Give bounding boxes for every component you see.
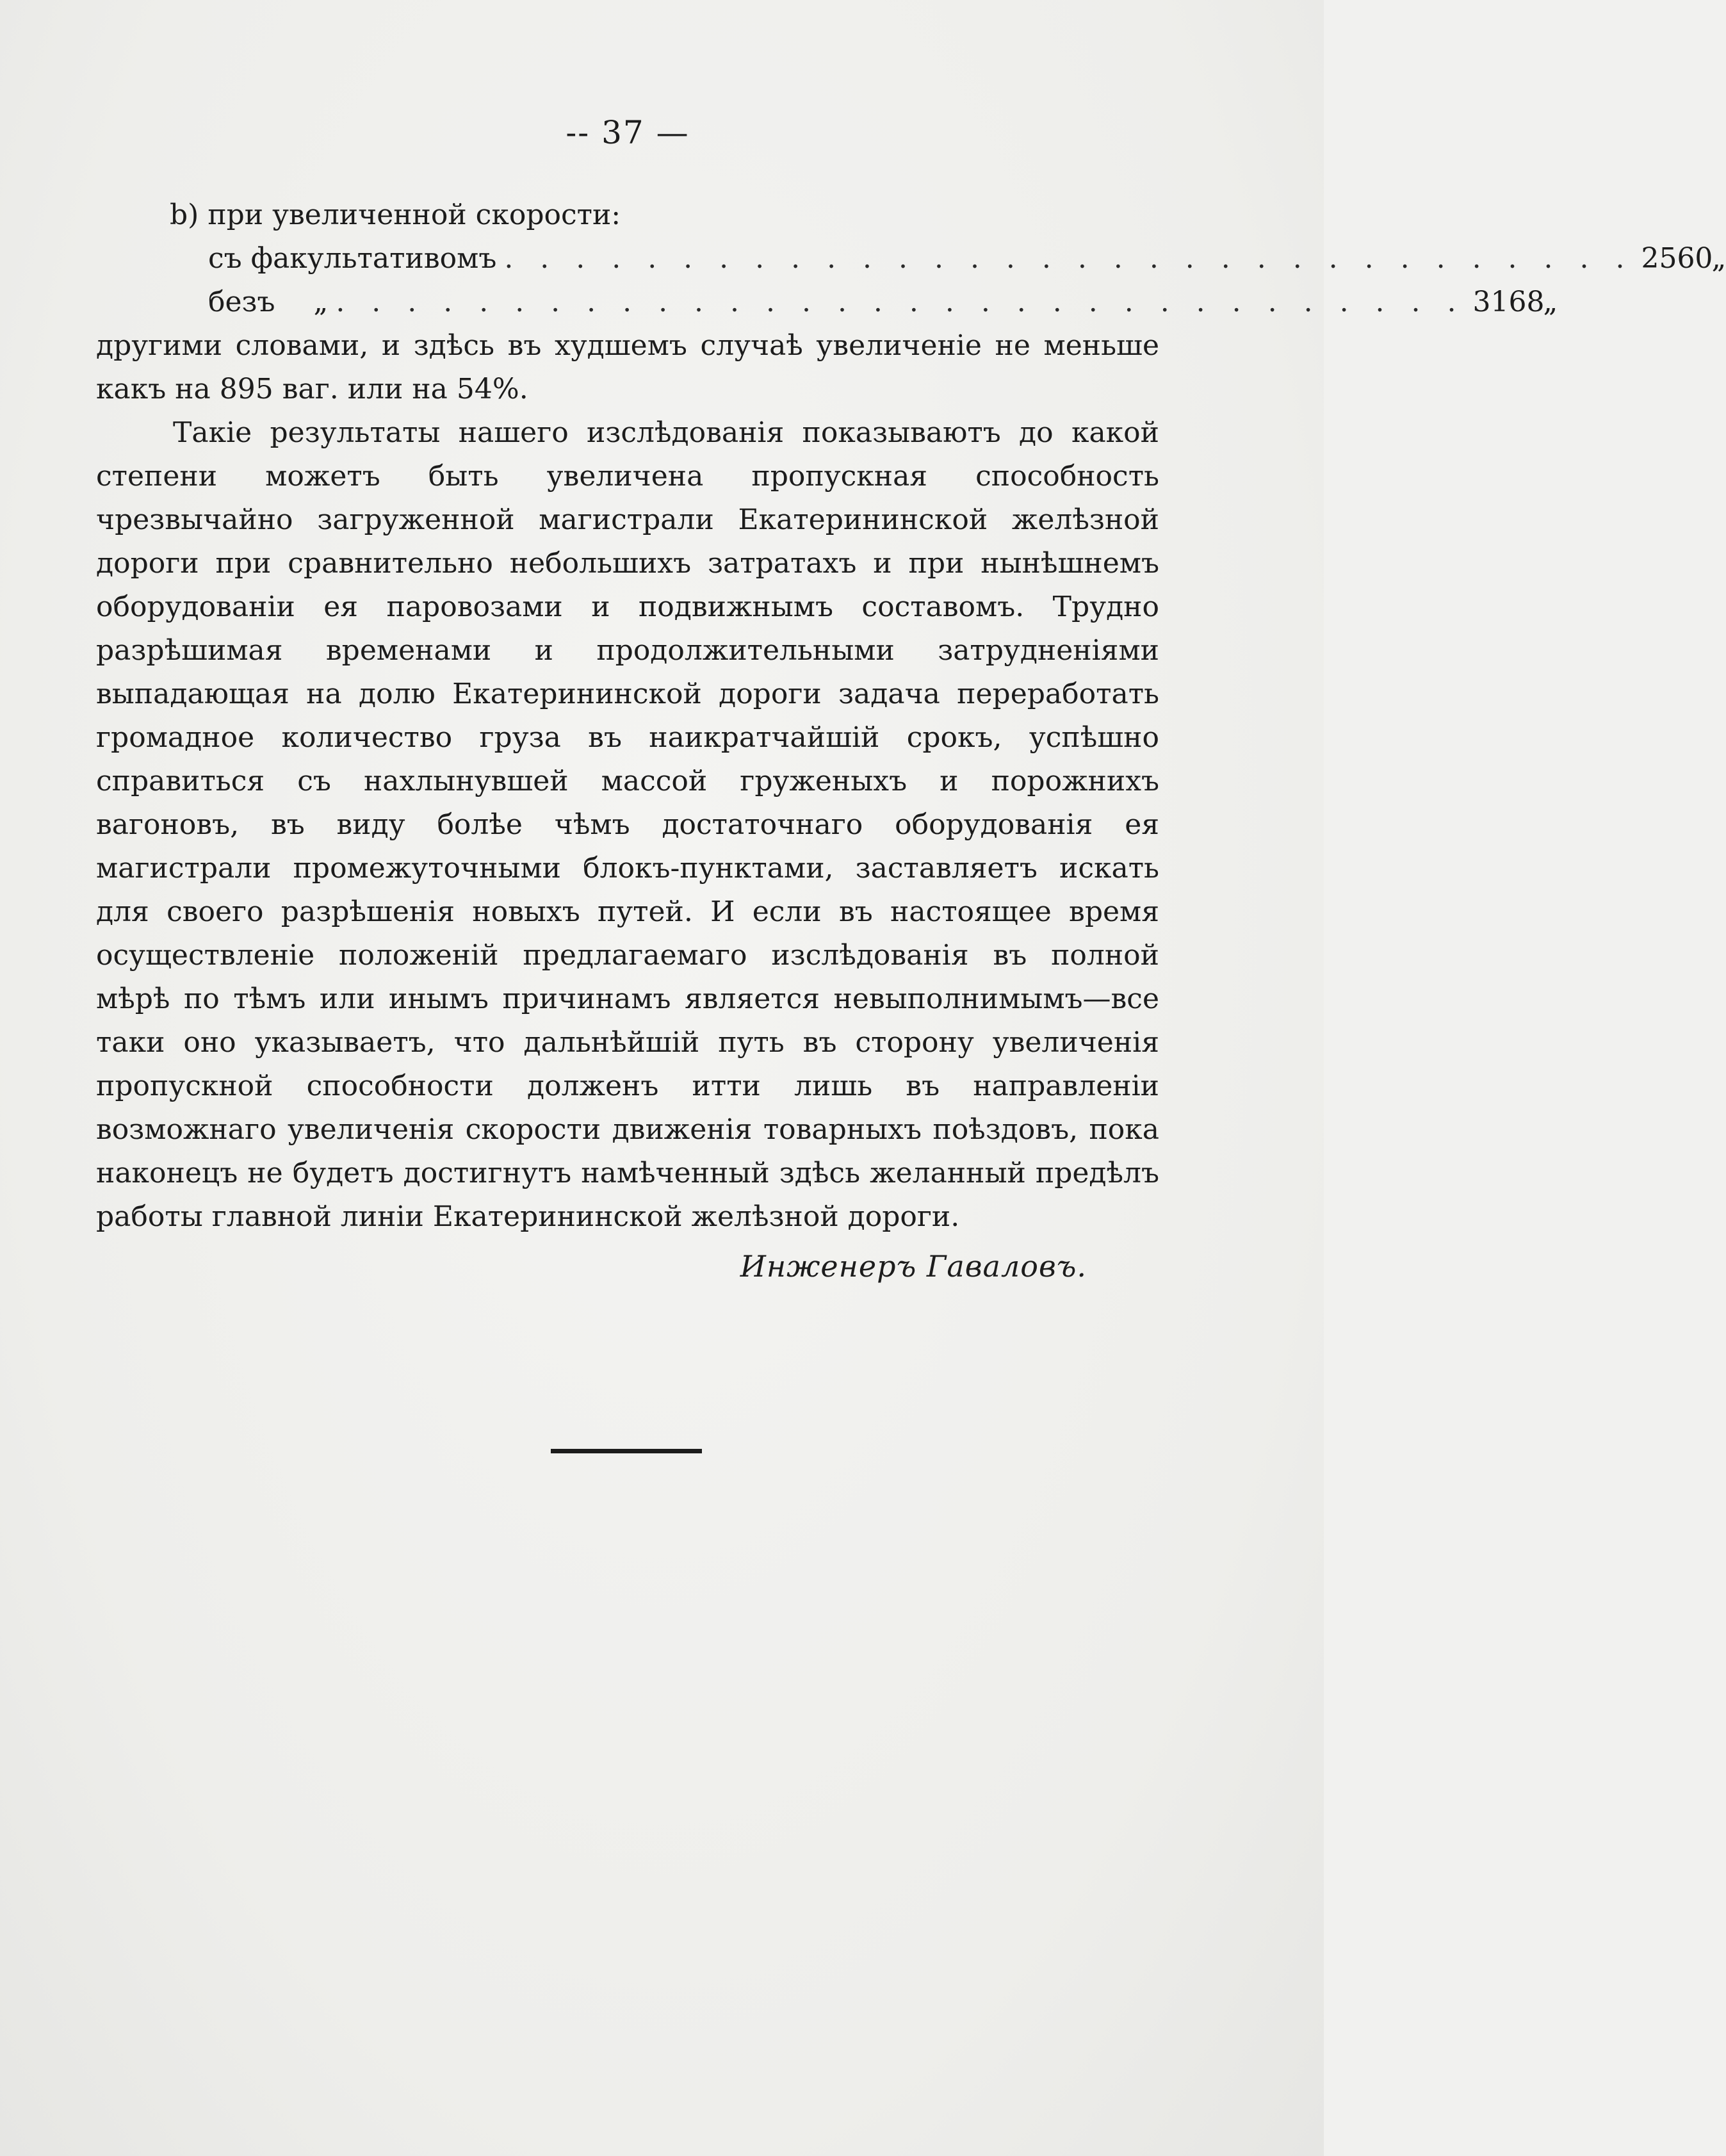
table-row bbox=[208, 281, 1558, 324]
row-value: 2560 bbox=[1641, 242, 1713, 275]
row-label: съ факультативомъ bbox=[208, 242, 497, 275]
row-unit-ditto: „ bbox=[1543, 286, 1558, 318]
row-unit-ditto: „ bbox=[1711, 242, 1726, 275]
signature: Инженеръ Гаваловъ. bbox=[740, 1249, 1087, 1284]
paragraph-conclusion: другими словами, и здѣсь въ худшемъ случаѣ увеличеніе не меньше какъ на 895 ваг. или на 54%. bbox=[96, 329, 1159, 405]
page-number: -- 37 — bbox=[566, 114, 690, 151]
row-label-ditto: „ bbox=[313, 286, 329, 318]
section-end-rule bbox=[551, 1449, 702, 1453]
item-b-heading: b) при увеличенной скорости: bbox=[170, 199, 621, 231]
row-label: безъ bbox=[208, 286, 275, 318]
dot-leader: . . . . . . . . . . . . . . . . . . . . . . . . . . . . . . . . bbox=[504, 242, 1634, 275]
row-value: 3168 bbox=[1472, 286, 1545, 318]
table-row bbox=[208, 237, 1726, 281]
dot-leader: . . . . . . . . . . . . . . . . . . . . . . . . . . . . . . . . bbox=[336, 286, 1465, 318]
paragraph-main: Такіе результаты нашего изслѣдованія показываютъ до какой степени можетъ быть увеличена пропускная способность чрезвычайно загруженной магистрали Екатерининской желѣзной дороги при сравнительно небольшихъ затратахъ и при нынѣшнемъ оборудованіи ея паровозами и подвижнымъ составомъ. Трудно разрѣшимая временами и продолжительными затрудненіями выпадающая на долю Екатерининской дороги задача переработать громадное количество груза въ наикратчайшій срокъ, успѣшно справиться съ нахлынувшей массой груженыхъ и порожнихъ вагоновъ, въ виду болѣе чѣмъ достаточнаго оборудованія ея магистрали промежуточными блокъ-пунктами, заставляетъ искать для своего разрѣшенія новыхъ путей. И если въ настоящее время осуществленіе положеній предлагаемаго изслѣдованія въ полной мѣрѣ по тѣмъ или инымъ причинамъ является невыполнимымъ—все таки оно указываетъ, что дальнѣйшій путь въ сторону увеличенія пропускной способности долженъ итти лишь въ направленіи возможнаго увеличенія скорости движенія товарныхъ поѣздовъ, пока наконецъ не будетъ достигнутъ намѣченный здѣсь желанный предѣлъ работы главной линіи Екатерининской желѣзной дороги. bbox=[96, 416, 1159, 1233]
